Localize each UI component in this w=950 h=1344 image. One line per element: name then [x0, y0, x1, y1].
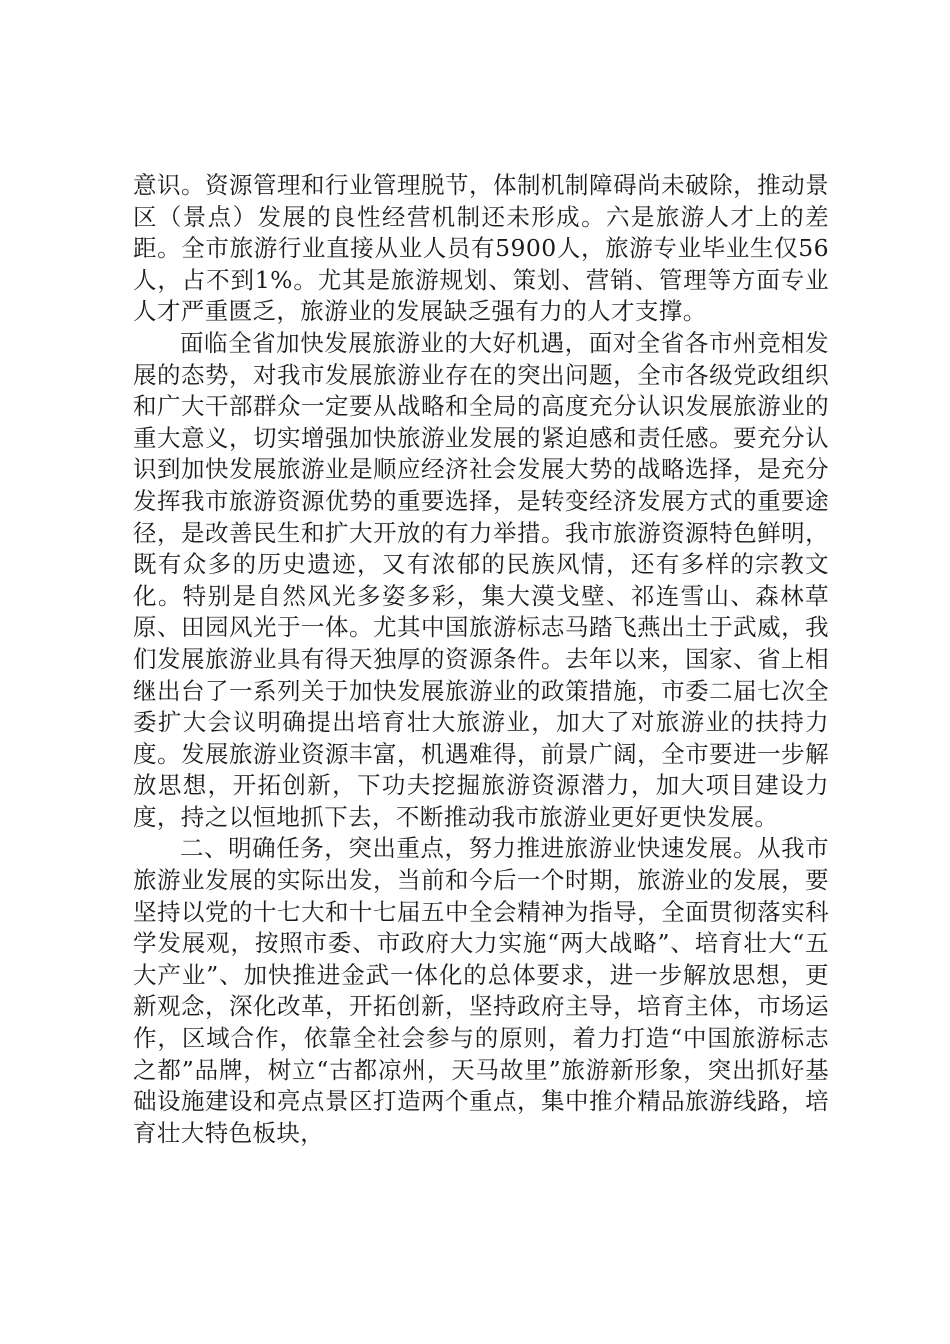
paragraph-2: 面临全省加快发展旅游业的大好机遇，面对全省各市州竞相发展的态势，对我市发展旅游业存在的突出问题，全市各级党政组织和广大干部群众一定要从战略和全局的高度充分认识发展旅游业的重大意义，切实增强加快旅游业发展的紧迫感和责任感。要充分认识到加快发展旅游业是顺应经济社会发展大势的战略选择，是充分发挥我市旅游资源优势的重要选择，是转变经济发展方式的重要途径，是改善民生和扩大开放的有力举措。我市旅游资源特色鲜明，既有众多的历史遗迹，又有浓郁的民族风情，还有多样的宗教文化。特别是自然风光多姿多彩，集大漠戈壁、祁连雪山、森林草原、田园风光于一体。尤其中国旅游标志马踏飞燕出土于武威，我们发展旅游业具有得天独厚的资源条件。去年以来，国家、省上相继出台了一系列关于加快发展旅游业的政策措施，市委二届七次全委扩大会议明确提出培育壮大旅游业，加大了对旅游业的扶持力度。发展旅游业资源丰富，机遇难得，前景广阔，全市要进一步解放思想，开拓创新，下功夫挖掘旅游资源潜力，加大项目建设力度，持之以恒地抓下去，不断推动我市旅游业更好更快发展。 — [133, 328, 829, 831]
paragraph-1: 意识。资源管理和行业管理脱节，体制机制障碍尚未破除，推动景区（景点）发展的良性经营机制还未形成。六是旅游人才上的差距。全市旅游行业直接从业人员有5900人，旅游专业毕业生仅56人，占不到1%。尤其是旅游规划、策划、营销、管理等方面专业人才严重匮乏，旅游业的发展缺乏强有力的人才支撑。 — [133, 171, 829, 326]
document-body — [133, 170, 829, 1149]
paragraph-3: 二、明确任务，突出重点，努力推进旅游业快速发展。从我市旅游业发展的实际出发，当前和今后一个时期，旅游业的发展，要坚持以党的十七大和十七届五中全会精神为指导，全面贯彻落实科学发展观，按照市委、市政府大力实施“两大战略”、培育壮大“五大产业”、加快推进金武一体化的总体要求，进一步解放思想，更新观念，深化改革，开拓创新，坚持政府主导，培育主体，市场运作，区域合作，依靠全社会参与的原则，着力打造“中国旅游标志之都”品牌，树立“古都凉州，天马故里”旅游新形象，突出抓好基础设施建设和亮点景区打造两个重点，集中推介精品旅游线路，培育壮大特色板块， — [133, 834, 829, 1147]
